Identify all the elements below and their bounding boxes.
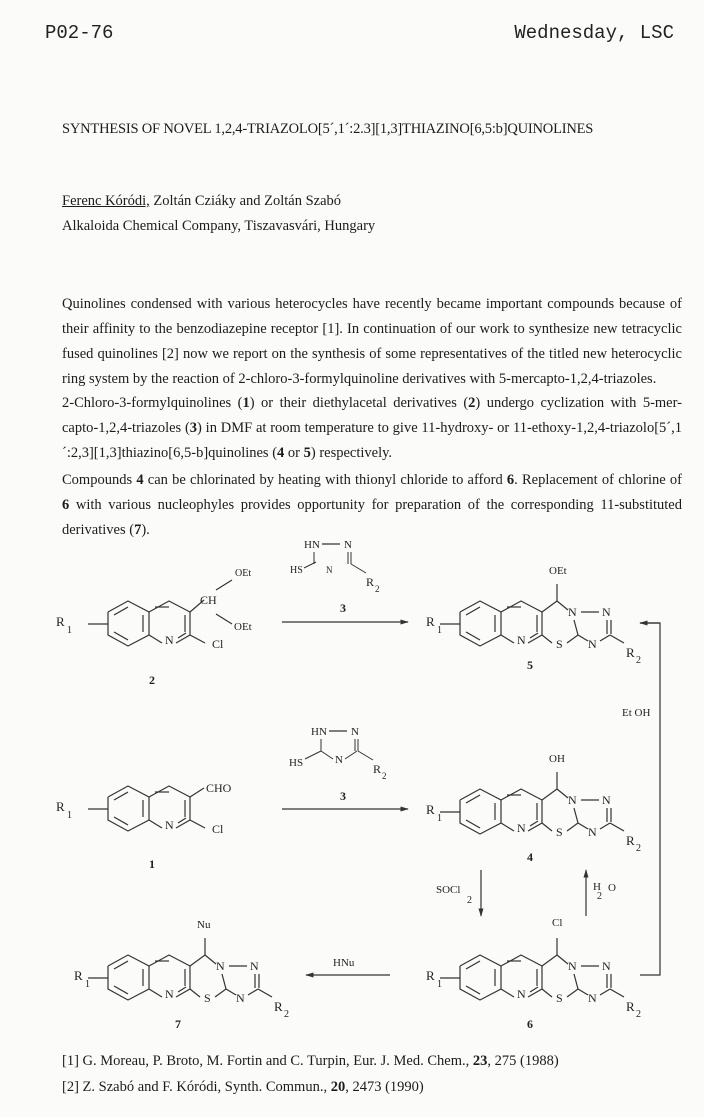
compound-number: 7 — [175, 1017, 181, 1031]
compound-ref: 3 — [189, 420, 198, 436]
svg-text:N: N — [351, 726, 359, 738]
reagent-water: H — [593, 881, 601, 893]
svg-text:N: N — [165, 818, 174, 832]
svg-text:2: 2 — [467, 895, 472, 906]
svg-text:N: N — [236, 991, 245, 1005]
reference-volume: 23 — [472, 1053, 488, 1069]
svg-text:R: R — [426, 614, 435, 629]
svg-text:CH: CH — [200, 593, 217, 607]
svg-text:R: R — [74, 968, 83, 983]
reference-label: [1] — [62, 1053, 79, 1069]
text: 2-Chloro-3-formylquinolines ( — [62, 395, 243, 411]
svg-text:N: N — [344, 539, 352, 551]
svg-text:1: 1 — [67, 810, 72, 821]
svg-text:N: N — [602, 793, 611, 807]
svg-text:N: N — [568, 959, 577, 973]
compound-number: 6 — [527, 1017, 533, 1031]
compound-1-structure — [56, 781, 232, 836]
compound-ref: 4 — [136, 472, 144, 488]
text: or — [284, 445, 304, 461]
svg-text:CHO: CHO — [206, 781, 232, 795]
svg-text:N: N — [517, 821, 526, 835]
presenting-author: Ferenc Kóródi, — [62, 193, 150, 209]
text: ). — [141, 522, 150, 538]
svg-text:N: N — [588, 825, 597, 839]
svg-text:N: N — [165, 987, 174, 1001]
text: with various nucleophyles provides opportunity for preparation of the corresponding 11-substituted derivatives ( — [62, 497, 682, 538]
reference-label: [2] — [62, 1079, 79, 1095]
svg-text:Cl: Cl — [552, 917, 563, 929]
paragraph-text: Quinolines condensed with various heterocycles have recently became important compounds because of their affinity to the benzodiazepine receptor [1]. In continuation of our work to synthesize new tetracyclic fused quinolines [2] now we report on the synthesis of some representatives of the titled new heterocyclic ring system by the reaction of 2-chloro-3-formylquinoline derivatives with 5-mercapto-1,2,4-triazoles. — [62, 296, 682, 387]
poster-code: P02-76 — [45, 22, 114, 44]
text: ) undergo cyclization with 5-mer-capto-1,2,4-triazoles ( — [62, 395, 682, 436]
svg-text:2: 2 — [636, 843, 641, 854]
compound-number: 5 — [527, 658, 533, 672]
svg-text:2: 2 — [636, 1009, 641, 1020]
svg-text:OEt: OEt — [235, 568, 252, 579]
svg-text:Nu: Nu — [197, 919, 211, 931]
svg-text:1: 1 — [85, 979, 90, 990]
reference-item — [62, 1048, 559, 1074]
svg-text:R: R — [56, 799, 65, 814]
svg-text:N: N — [588, 991, 597, 1005]
svg-text:OEt: OEt — [549, 565, 567, 577]
compound-ref: 6 — [506, 472, 515, 488]
reference-text: Z. Szabó and F. Kóródi, Synth. Commun., — [78, 1079, 331, 1095]
svg-text:Cl: Cl — [212, 637, 224, 651]
svg-text:N: N — [517, 987, 526, 1001]
svg-text:N: N — [165, 633, 174, 647]
svg-text:HN: HN — [304, 539, 320, 551]
compound-ref: 1 — [242, 395, 250, 411]
svg-text:S: S — [556, 637, 563, 651]
svg-text:S: S — [204, 991, 211, 1005]
references — [62, 1048, 559, 1100]
svg-text:2: 2 — [597, 891, 602, 902]
compound-number: 1 — [149, 857, 155, 871]
svg-text:N: N — [602, 605, 611, 619]
svg-text:R: R — [373, 762, 382, 776]
svg-text:R: R — [366, 575, 375, 589]
svg-text:1: 1 — [437, 979, 442, 990]
svg-text:2: 2 — [382, 771, 387, 781]
reference-item — [62, 1074, 559, 1100]
svg-text:1: 1 — [437, 813, 442, 824]
compound-ref: 7 — [134, 522, 142, 538]
reagent-nucleophile: HNu — [333, 957, 355, 969]
compound-3-structure-top — [290, 539, 380, 594]
co-authors: Zoltán Cziáky and Zoltán Szabó — [149, 193, 342, 209]
compound-4-structure — [426, 753, 641, 854]
reference-pages: , 2473 (1990) — [345, 1079, 424, 1095]
svg-text:R: R — [56, 614, 65, 629]
compound-number: 4 — [527, 850, 533, 864]
text: ) respectively. — [310, 445, 393, 461]
svg-text:1: 1 — [67, 625, 72, 636]
svg-text:O: O — [608, 882, 616, 894]
svg-text:HS: HS — [289, 757, 304, 769]
svg-text:HN: HN — [311, 726, 327, 738]
svg-text:N: N — [216, 959, 225, 973]
svg-text:S: S — [556, 991, 563, 1005]
svg-text:N: N — [517, 633, 526, 647]
svg-text:R: R — [426, 968, 435, 983]
svg-text:2: 2 — [636, 655, 641, 666]
svg-text:N: N — [588, 637, 597, 651]
compound-ref: 4 — [277, 445, 285, 461]
svg-text:R: R — [626, 833, 635, 848]
svg-text:N: N — [602, 959, 611, 973]
svg-text:N: N — [250, 959, 259, 973]
svg-text:N: N — [326, 565, 333, 575]
text: can be chlorinated by heating with thionyl chloride to afford — [143, 472, 507, 488]
compound-2-structure — [56, 568, 252, 651]
svg-text:R: R — [274, 999, 283, 1014]
svg-text:OH: OH — [549, 753, 565, 765]
svg-text:Cl: Cl — [212, 822, 224, 836]
compound-number: 3 — [340, 789, 346, 803]
svg-text:S: S — [556, 825, 563, 839]
compound-6-structure — [426, 917, 641, 1020]
svg-text:2: 2 — [375, 584, 380, 594]
svg-text:R: R — [426, 802, 435, 817]
compound-7-structure — [74, 919, 289, 1020]
compound-3-structure-middle — [289, 726, 387, 781]
reference-text: G. Moreau, P. Broto, M. Fortin and C. Turpin, Eur. J. Med. Chem., — [78, 1053, 473, 1069]
svg-text:R: R — [626, 999, 635, 1014]
svg-text:N: N — [568, 793, 577, 807]
session-label: Wednesday, LSC — [514, 22, 674, 44]
compound-ref: 6 — [62, 497, 70, 513]
compound-5-structure — [426, 565, 641, 666]
reagent-thionyl-chloride: SOCl — [436, 884, 461, 896]
svg-text:OEt: OEt — [234, 621, 252, 633]
affiliation: Alkaloida Chemical Company, Tiszavasvári, Hungary — [62, 218, 376, 234]
text: Compounds — [62, 472, 137, 488]
compound-ref: 2 — [468, 395, 476, 411]
reference-pages: , 275 (1988) — [487, 1053, 559, 1069]
svg-text:2: 2 — [284, 1009, 289, 1020]
svg-text:1: 1 — [437, 625, 442, 636]
text: . Replacement of chlorine of — [514, 472, 682, 488]
paper-title: SYNTHESIS OF NOVEL 1,2,4-TRIAZOLO[5´,1´:2.3][1,3]THIAZINO[6,5:b]QUINOLINES — [62, 121, 594, 137]
compound-number: 3 — [340, 601, 346, 615]
reference-volume: 20 — [330, 1079, 346, 1095]
text: ) in DMF at room temperature to give 11-hydroxy- or 11-ethoxy-1,2,4-triazolo[5´,1´:2,3][1,3]thiazino[6,5-b]quinolines ( — [62, 420, 682, 461]
compound-number: 2 — [149, 673, 155, 687]
svg-text:R: R — [626, 645, 635, 660]
text: ) or their diethylacetal derivatives ( — [249, 395, 469, 411]
svg-text:N: N — [568, 605, 577, 619]
svg-text:N: N — [335, 754, 343, 766]
compound-ref: 5 — [303, 445, 311, 461]
svg-text:HS: HS — [290, 565, 303, 576]
reagent-ethanol: Et OH — [622, 707, 651, 719]
